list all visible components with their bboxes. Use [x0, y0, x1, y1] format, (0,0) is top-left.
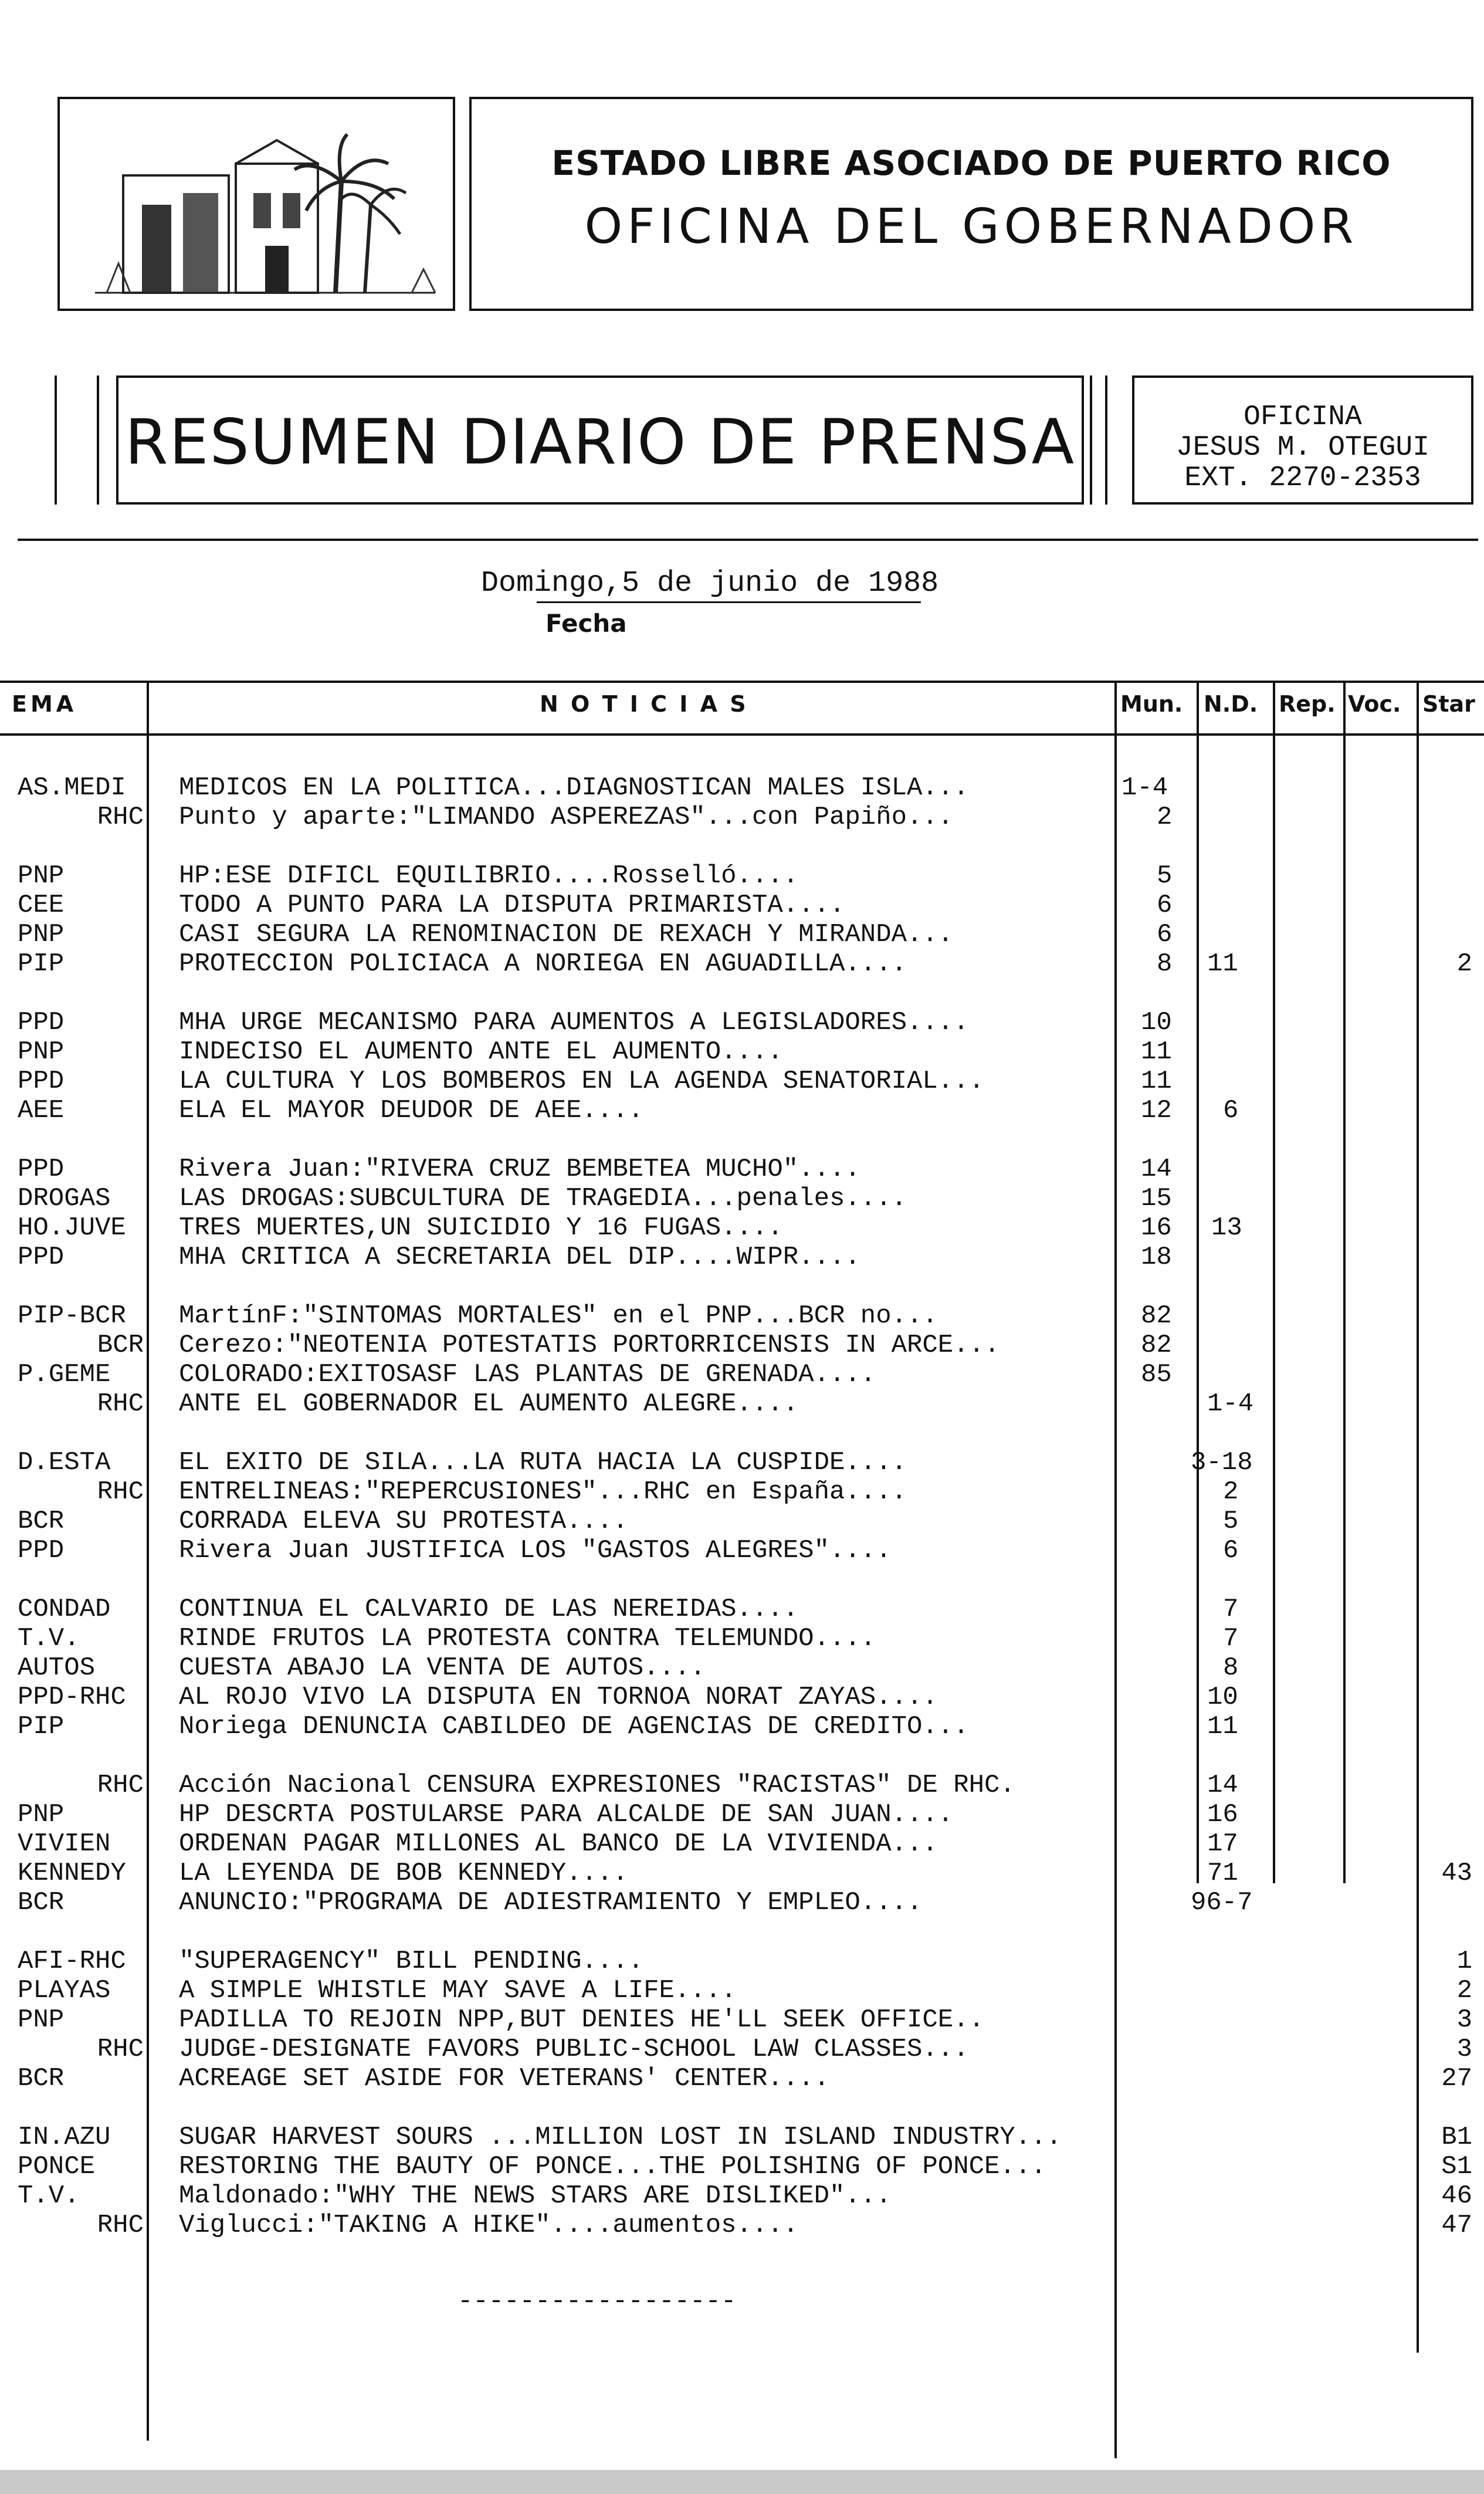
- row-mun-page: 18: [1141, 1243, 1172, 1272]
- row-tema: AFI-RHC: [18, 1947, 126, 1976]
- row-headline: Rivera Juan:"RIVERA CRUZ BEMBETEA MUCHO"....: [179, 1155, 860, 1184]
- row-tema: VIVIEN: [18, 1829, 111, 1859]
- header-mun: Mun.: [1120, 691, 1183, 717]
- table-row: [0, 1037, 1484, 1067]
- row-tema: P.GEME: [18, 1360, 111, 1389]
- table-row: [0, 1507, 1484, 1536]
- table-row: [0, 1448, 1484, 1477]
- row-headline: MartínF:"SINTOMAS MORTALES" en el PNP...BCR no...: [179, 1301, 938, 1331]
- row-tema: PPD: [18, 1243, 65, 1272]
- row-mun-page: 5: [1157, 861, 1173, 891]
- banner-right-rule-2: [1105, 375, 1107, 505]
- row-tema: AUTOS: [18, 1653, 96, 1683]
- row-headline: A SIMPLE WHISTLE MAY SAVE A LIFE....: [179, 1976, 737, 2005]
- bottom-edge-shadow: [0, 2470, 1484, 2494]
- row-tema: RHC: [97, 1389, 144, 1419]
- row-mun-page: 6: [1157, 891, 1173, 920]
- row-nd-page: 6: [1223, 1536, 1239, 1565]
- office-line1: OFICINA: [1244, 401, 1362, 433]
- row-headline: Viglucci:"TAKING A HIKE"....aumentos....: [179, 2211, 799, 2240]
- date-underline: [537, 601, 921, 603]
- table-row: [0, 861, 1484, 891]
- row-headline: Cerezo:"NEOTENIA POTESTATIS PORTORRICENSIS IN ARCE...: [179, 1331, 1000, 1360]
- row-tema: AEE: [18, 1096, 65, 1125]
- row-headline: ORDENAN PAGAR MILLONES AL BANCO DE LA VIVIENDA...: [179, 1829, 938, 1859]
- row-tema: PNP: [18, 1037, 65, 1067]
- row-nd-page: 6: [1223, 1096, 1239, 1125]
- logo-box: [57, 97, 455, 311]
- table-row: [0, 1712, 1484, 1741]
- row-tema: PPD: [18, 1155, 65, 1184]
- row-mun-page: 11: [1141, 1037, 1172, 1067]
- row-tema: PIP-BCR: [18, 1301, 126, 1331]
- row-tema: AS.MEDI: [18, 773, 126, 803]
- section-divider: [18, 539, 1478, 541]
- table-row: [0, 803, 1484, 832]
- row-headline: HP DESCRTA POSTULARSE PARA ALCALDE DE SAN JUAN....: [179, 1800, 954, 1829]
- row-headline: RINDE FRUTOS LA PROTESTA CONTRA TELEMUNDO....: [179, 1624, 876, 1653]
- row-mun-page: 82: [1141, 1301, 1172, 1331]
- row-tema: PPD: [18, 1536, 65, 1565]
- row-tema: HO.JUVE: [18, 1213, 126, 1243]
- table-row: [0, 1595, 1484, 1624]
- banner-left-rule-2: [97, 375, 99, 505]
- row-nd-page: 71: [1207, 1859, 1238, 1888]
- row-star-page: S1: [1441, 2152, 1472, 2181]
- row-star-page: B1: [1441, 2123, 1472, 2152]
- row-headline: TRES MUERTES,UN SUICIDIO Y 16 FUGAS....: [179, 1213, 783, 1243]
- row-mun-page: 2: [1157, 803, 1173, 832]
- table-row: [0, 1360, 1484, 1389]
- row-tema: PONCE: [18, 2152, 96, 2181]
- row-tema: CONDAD: [18, 1595, 111, 1624]
- table-row: [0, 1389, 1484, 1419]
- table-row: [0, 1067, 1484, 1096]
- row-tema: IN.AZU: [18, 2123, 111, 2152]
- row-headline: Maldonado:"WHY THE NEWS STARS ARE DISLIKED"...: [179, 2181, 892, 2211]
- row-headline: TODO A PUNTO PARA LA DISPUTA PRIMARISTA....: [179, 891, 845, 920]
- row-mun-page: 8: [1157, 949, 1173, 979]
- row-headline: LA CULTURA Y LOS BOMBEROS EN LA AGENDA SENATORIAL...: [179, 1067, 985, 1096]
- table-row: [0, 949, 1484, 979]
- row-nd-page: 11: [1207, 1712, 1238, 1741]
- row-tema: CEE: [18, 891, 65, 920]
- table-header-top-rule: [0, 681, 1484, 683]
- row-nd-page: 3-18: [1191, 1448, 1253, 1477]
- row-headline: Punto y aparte:"LIMANDO ASPEREZAS"...con Papiño...: [179, 803, 954, 832]
- row-mun-page: 12: [1141, 1096, 1172, 1125]
- table-row: [0, 1331, 1484, 1360]
- date-value: Domingo,5 de junio de 1988: [481, 567, 939, 600]
- row-nd-page: 2: [1223, 1477, 1239, 1507]
- table-row: [0, 2064, 1484, 2093]
- row-nd-page: 13: [1211, 1213, 1242, 1243]
- header-voc: Voc.: [1348, 691, 1401, 717]
- row-nd-page: 14: [1207, 1771, 1238, 1800]
- table-row: [0, 920, 1484, 949]
- banner-title-box: [116, 375, 1084, 505]
- row-headline: Noriega DENUNCIA CABILDEO DE AGENCIAS DE CREDITO...: [179, 1712, 969, 1741]
- governor-mansion-illustration: [60, 99, 453, 309]
- table-row: [0, 1008, 1484, 1037]
- row-headline: LAS DROGAS:SUBCULTURA DE TRAGEDIA...penales....: [179, 1184, 907, 1213]
- table-row: [0, 1653, 1484, 1683]
- end-of-list-marker: [0, 2287, 1484, 2316]
- row-headline: EL EXITO DE SILA...LA RUTA HACIA LA CUSPIDE....: [179, 1448, 907, 1477]
- row-headline: HP:ESE DIFICL EQUILIBRIO....Rosselló....: [179, 861, 799, 891]
- row-tema: KENNEDY: [18, 1859, 126, 1888]
- letterhead-line1: ESTADO LIBRE ASOCIADO DE PUERTO RICO: [551, 143, 1391, 183]
- row-nd-page: 7: [1223, 1624, 1239, 1653]
- row-headline: ACREAGE SET ASIDE FOR VETERANS' CENTER....: [179, 2064, 829, 2093]
- row-headline: JUDGE-DESIGNATE FAVORS PUBLIC-SCHOOL LAW CLASSES...: [179, 2035, 969, 2064]
- row-tema: DROGAS: [18, 1184, 111, 1213]
- row-tema: BCR: [18, 1507, 65, 1536]
- row-headline: COLORADO:EXITOSASF LAS PLANTAS DE GRENADA....: [179, 1360, 876, 1389]
- row-tema: PNP: [18, 861, 65, 891]
- row-nd-page: 7: [1223, 1595, 1239, 1624]
- table-row: [0, 1888, 1484, 1917]
- row-headline: INDECISO EL AUMENTO ANTE EL AUMENTO....: [179, 1037, 783, 1067]
- date-label: Fecha: [546, 609, 627, 638]
- table-row: [0, 1184, 1484, 1213]
- row-tema: RHC: [97, 1477, 144, 1507]
- row-mun-page: 85: [1141, 1360, 1172, 1389]
- row-star-page: 46: [1441, 2181, 1472, 2211]
- row-headline: CUESTA ABAJO LA VENTA DE AUTOS....: [179, 1653, 706, 1683]
- row-nd-page: 8: [1223, 1653, 1239, 1683]
- row-nd-page: 16: [1207, 1800, 1238, 1829]
- row-headline: Acción Nacional CENSURA EXPRESIONES "RACISTAS" DE RHC.: [179, 1771, 1015, 1800]
- table-row: [0, 1243, 1484, 1272]
- row-headline: MHA URGE MECANISMO PARA AUMENTOS A LEGISLADORES....: [179, 1008, 969, 1037]
- row-nd-page: 96-7: [1191, 1888, 1253, 1917]
- row-mun-page: 15: [1141, 1184, 1172, 1213]
- header-tema: EMA: [12, 691, 77, 717]
- row-star-page: 47: [1441, 2211, 1472, 2240]
- table-row: [0, 1683, 1484, 1712]
- row-headline: RESTORING THE BAUTY OF PONCE...THE POLISHING OF PONCE...: [179, 2152, 1046, 2181]
- row-headline: PADILLA TO REJOIN NPP,BUT DENIES HE'LL SEEK OFFICE..: [179, 2005, 985, 2035]
- row-star-page: 3: [1456, 2005, 1472, 2035]
- row-mun-page: 1-4: [1122, 773, 1168, 803]
- row-star-page: 27: [1441, 2064, 1472, 2093]
- row-headline: MHA CRITICA A SECRETARIA DEL DIP....WIPR....: [179, 1243, 860, 1272]
- row-nd-page: 11: [1207, 949, 1238, 979]
- table-row: [0, 1155, 1484, 1184]
- row-mun-page: 82: [1141, 1331, 1172, 1360]
- table-row: [0, 891, 1484, 920]
- row-tema: PPD: [18, 1008, 65, 1037]
- table-row: [0, 773, 1484, 803]
- table-row: [0, 2181, 1484, 2211]
- row-star-page: 43: [1441, 1859, 1472, 1888]
- row-tema: D.ESTA: [18, 1448, 111, 1477]
- row-headline: ANTE EL GOBERNADOR EL AUMENTO ALEGRE....: [179, 1389, 799, 1419]
- row-star-page: 2: [1456, 1976, 1472, 2005]
- table-row: [0, 1859, 1484, 1888]
- row-headline: CONTINUA EL CALVARIO DE LAS NEREIDAS....: [179, 1595, 799, 1624]
- table-row: [0, 2211, 1484, 2240]
- row-headline: CORRADA ELEVA SU PROTESTA....: [179, 1507, 628, 1536]
- row-headline: ELA EL MAYOR DEUDOR DE AEE....: [179, 1096, 644, 1125]
- row-mun-page: 16: [1141, 1213, 1172, 1243]
- row-tema: PIP: [18, 1712, 65, 1741]
- row-star-page: 3: [1456, 2035, 1472, 2064]
- letterhead-title-box: [469, 97, 1473, 311]
- row-star-page: 2: [1456, 949, 1472, 979]
- table-row: [0, 2005, 1484, 2035]
- row-tema: PLAYAS: [18, 1976, 111, 2005]
- office-extension: EXT. 2270-2353: [1184, 462, 1421, 494]
- row-mun-page: 14: [1141, 1155, 1172, 1184]
- office-box: [1132, 375, 1473, 505]
- table-row: [0, 1829, 1484, 1859]
- banner-title: RESUMEN DIARIO DE PRENSA: [124, 406, 1076, 478]
- row-tema: RHC: [97, 2211, 144, 2240]
- row-tema: PNP: [18, 920, 65, 949]
- row-headline: MEDICOS EN LA POLITICA...DIAGNOSTICAN MALES ISLA...: [179, 773, 969, 803]
- table-row: [0, 1301, 1484, 1331]
- table-row: [0, 1771, 1484, 1800]
- table-row: [0, 1976, 1484, 2005]
- row-tema: PIP: [18, 949, 65, 979]
- row-nd-page: 1-4: [1207, 1389, 1254, 1419]
- table-row: [0, 1624, 1484, 1653]
- row-headline: SUGAR HARVEST SOURS ...MILLION LOST IN ISLAND INDUSTRY...: [179, 2123, 1062, 2152]
- row-headline: PROTECCION POLICIACA A NORIEGA EN AGUADILLA....: [179, 949, 907, 979]
- row-nd-page: 17: [1207, 1829, 1238, 1859]
- table-row: [0, 2152, 1484, 2181]
- row-nd-page: 10: [1207, 1683, 1238, 1712]
- header-noticias: N O T I C I A S: [540, 691, 748, 717]
- row-tema: T.V.: [18, 1624, 80, 1653]
- row-headline: ENTRELINEAS:"REPERCUSIONES"...RHC en España....: [179, 1477, 907, 1507]
- end-marker-dashes: ------------------: [458, 2287, 737, 2316]
- row-tema: RHC: [97, 803, 144, 832]
- row-headline: AL ROJO VIVO LA DISPUTA EN TORNOA NORAT ZAYAS....: [179, 1683, 938, 1712]
- banner-left-rule-1: [55, 375, 57, 505]
- table-row: [0, 1536, 1484, 1565]
- row-mun-page: 10: [1141, 1008, 1172, 1037]
- row-mun-page: 6: [1157, 920, 1173, 949]
- row-tema: RHC: [97, 2035, 144, 2064]
- row-tema: PPD: [18, 1067, 65, 1096]
- row-headline: LA LEYENDA DE BOB KENNEDY....: [179, 1859, 628, 1888]
- table-row: [0, 1947, 1484, 1976]
- table-row: [0, 1213, 1484, 1243]
- table-row: [0, 1800, 1484, 1829]
- row-nd-page: 5: [1223, 1507, 1239, 1536]
- row-tema: BCR: [18, 2064, 65, 2093]
- office-name: JESUS M. OTEGUI: [1175, 432, 1430, 463]
- row-headline: CASI SEGURA LA RENOMINACION DE REXACH Y MIRANDA...: [179, 920, 954, 949]
- row-tema: PNP: [18, 2005, 65, 2035]
- table-row: [0, 1096, 1484, 1125]
- header-star: Star: [1422, 691, 1475, 717]
- row-headline: ANUNCIO:"PROGRAMA DE ADIESTRAMIENTO Y EMPLEO....: [179, 1888, 923, 1917]
- row-tema: T.V.: [18, 2181, 80, 2211]
- table-row: [0, 2123, 1484, 2152]
- banner-right-rule-1: [1090, 375, 1092, 505]
- row-headline: "SUPERAGENCY" BILL PENDING....: [179, 1947, 644, 1976]
- row-tema: PNP: [18, 1800, 65, 1829]
- row-tema: BCR: [18, 1888, 65, 1917]
- table-row: [0, 1477, 1484, 1507]
- row-tema: RHC: [97, 1771, 144, 1800]
- table-row: [0, 2035, 1484, 2064]
- table-header-bottom-rule: [0, 733, 1484, 736]
- row-star-page: 1: [1456, 1947, 1472, 1976]
- header-nd: N.D.: [1204, 691, 1258, 717]
- row-mun-page: 11: [1141, 1067, 1172, 1096]
- row-tema: BCR: [97, 1331, 144, 1360]
- row-tema: PPD-RHC: [18, 1683, 126, 1712]
- row-headline: Rivera Juan JUSTIFICA LOS "GASTOS ALEGRES"....: [179, 1536, 892, 1565]
- letterhead-line2: OFICINA DEL GOBERNADOR: [584, 199, 1358, 255]
- header-rep: Rep.: [1279, 691, 1336, 717]
